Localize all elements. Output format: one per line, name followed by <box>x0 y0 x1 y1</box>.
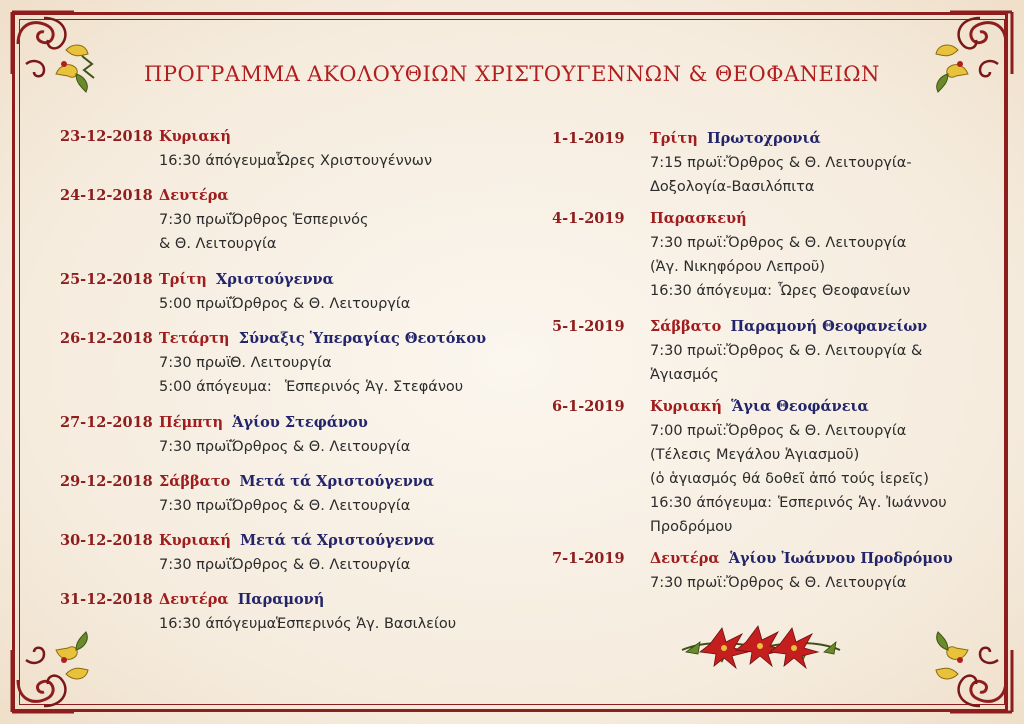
schedule-entry <box>552 314 972 387</box>
entry-date: 4-1-2019 <box>552 210 625 227</box>
entry-heading <box>60 326 490 351</box>
entry-day: Δευτέρα <box>159 591 229 608</box>
schedule-entry <box>60 267 490 316</box>
entry-heading-text <box>159 587 324 613</box>
entry-date: 29-12-2018 <box>60 473 153 490</box>
entry-date: 7-1-2019 <box>552 550 625 567</box>
entry-heading-text <box>159 469 434 495</box>
entry-heading-text <box>159 267 334 293</box>
service-line <box>60 208 490 232</box>
service-time: 7:30 πρωϊ: <box>159 439 237 455</box>
entry-date: 31-12-2018 <box>60 591 153 608</box>
service-line <box>552 231 972 255</box>
service-line <box>60 375 490 399</box>
entry-date: 25-12-2018 <box>60 271 153 288</box>
entry-heading-text <box>650 206 747 232</box>
entry-heading-text <box>159 124 231 150</box>
entry-heading <box>552 314 972 339</box>
service-description: Θ. Λειτουργία <box>230 355 332 371</box>
entry-day: Δευτέρα <box>650 550 720 567</box>
service-line <box>60 149 490 173</box>
entry-feast: Χριστούγεννα <box>215 271 334 288</box>
entry-day: Κυριακή <box>159 532 231 549</box>
service-description: Ὄρθρος & Θ. Λειτουργία <box>726 235 907 251</box>
entry-heading <box>60 267 490 292</box>
service-line <box>552 279 972 303</box>
service-line <box>60 612 490 636</box>
entry-feast: Παραμονή Θεοφανείων <box>730 318 928 335</box>
service-time: 7:00 πρωϊ: <box>650 423 728 439</box>
service-time: 7:30 πρωϊ: <box>159 498 237 514</box>
entry-feast: Μετά τά Χριστούγεννα <box>240 532 435 549</box>
schedule-entry <box>60 469 490 518</box>
service-line <box>60 351 490 375</box>
service-description: Ὄρθρος & Θ. Λειτουργία <box>230 557 411 573</box>
service-description: Ὄρθρος & Θ. Λειτουργία <box>230 439 411 455</box>
schedule-entry <box>552 126 972 199</box>
service-time: 7:15 πρωϊ: <box>650 155 728 171</box>
entry-heading <box>60 587 490 612</box>
service-line <box>60 232 490 256</box>
schedule-entry <box>60 326 490 399</box>
entry-heading <box>552 206 972 231</box>
entry-day: Τρίτη <box>650 130 698 147</box>
entry-date: 27-12-2018 <box>60 414 153 431</box>
service-description: Ἑσπερινός Ἁγ. Ἰωάννου <box>778 495 947 511</box>
service-time: 16:30 άπόγευμα: <box>159 153 282 169</box>
service-description: Ὄρθρος & Θ. Λειτουργία <box>230 498 411 514</box>
entry-day: Πέμπτη <box>159 414 224 431</box>
service-time: 7:30 πρωϊ: <box>650 235 728 251</box>
entry-day: Τρίτη <box>159 271 207 288</box>
entry-feast: Σύναξις Ὑπεραγίας Θεοτόκου <box>238 330 487 347</box>
service-description: Ἑσπερινός Ἁγ. Βασιλείου <box>276 616 457 632</box>
entry-heading <box>552 394 972 419</box>
entry-date: 24-12-2018 <box>60 187 153 204</box>
entry-heading-text <box>650 546 953 572</box>
schedule-entry <box>552 206 972 303</box>
entry-heading-text <box>650 394 869 420</box>
schedule-entry <box>60 410 490 459</box>
entry-day: Δευτέρα <box>159 187 229 204</box>
service-time: 16:30 άπόγευμα: <box>650 283 773 299</box>
service-line <box>60 553 490 577</box>
entry-heading-text <box>650 314 927 340</box>
schedule-entry <box>552 394 972 539</box>
entry-date: 26-12-2018 <box>60 330 153 347</box>
entry-date: 30-12-2018 <box>60 532 153 549</box>
service-description: Ὄρθρος & Θ. Λειτουργία <box>230 296 411 312</box>
entry-feast: Μετά τά Χριστούγεννα <box>239 473 435 490</box>
service-line <box>552 339 972 363</box>
service-description: Ὄρθρος & Θ. Λειτουργία <box>726 423 907 439</box>
entry-heading-text <box>159 326 486 352</box>
entry-heading <box>552 546 972 571</box>
service-line <box>552 571 972 595</box>
entry-day: Παρασκευή <box>650 210 747 227</box>
service-line <box>552 151 972 175</box>
service-line <box>552 443 972 467</box>
service-description: Ὧρες Χριστουγέννων <box>276 153 433 169</box>
entry-feast: Παραμονή <box>237 591 325 608</box>
service-time: 5:00 άπόγευμα: <box>159 379 272 395</box>
schedule-entry <box>60 124 490 173</box>
entry-heading <box>60 124 490 149</box>
service-line <box>552 515 972 539</box>
service-line <box>60 435 490 459</box>
poinsettia-icon <box>676 620 846 670</box>
entry-feast: Ἁγίου Ἰωάννου Προδρόμου <box>728 550 953 567</box>
entry-heading <box>60 469 490 494</box>
entry-date: 6-1-2019 <box>552 398 625 415</box>
service-time: 7:30 πρωϊ: <box>650 343 728 359</box>
service-time: 5:00 πρωϊ: <box>159 296 237 312</box>
entry-feast: Ἅγια Θεοφάνεια <box>731 398 869 415</box>
service-description: Ὄρθρος Ἑσπερινός <box>230 212 369 228</box>
service-line <box>552 255 972 279</box>
service-description: Ὄρθρος & Θ. Λειτουργία & <box>726 343 923 359</box>
service-time: 7:30 πρωϊ: <box>159 212 237 228</box>
service-line <box>552 419 972 443</box>
entry-date: 5-1-2019 <box>552 318 625 335</box>
entry-heading-text <box>650 126 821 152</box>
entry-heading <box>60 183 490 208</box>
corner-ornament-icon <box>4 624 100 720</box>
entry-date: 1-1-2019 <box>552 130 625 147</box>
entry-day: Σάββατο <box>650 318 722 335</box>
service-time: 16:30 άπόγευμα: <box>650 495 773 511</box>
service-line <box>552 491 972 515</box>
entry-heading <box>552 126 972 151</box>
service-line <box>552 363 972 387</box>
entry-day: Κυριακή <box>650 398 722 415</box>
entry-heading-text <box>159 183 229 209</box>
entry-day: Τετάρτη <box>159 330 230 347</box>
entry-heading-text <box>159 410 368 436</box>
entry-date: 23-12-2018 <box>60 128 153 145</box>
schedule-entry <box>552 546 972 595</box>
service-description: Ὄρθρος & Θ. Λειτουργία <box>726 575 907 591</box>
entry-feast: Πρωτοχρονιά <box>706 130 821 147</box>
schedule-entry <box>60 528 490 577</box>
service-description: & Θ. Λειτουργία <box>159 236 277 252</box>
service-description: Δοξολογία-Βασιλόπιτα <box>650 179 815 195</box>
corner-ornament-icon <box>924 624 1020 720</box>
schedule-entry <box>60 587 490 636</box>
service-time: 7:30 πρωϊ: <box>159 355 237 371</box>
schedule-entry <box>60 183 490 256</box>
entry-day: Κυριακή <box>159 128 231 145</box>
service-line <box>552 467 972 491</box>
service-time: 16:30 άπόγευμα: <box>159 616 282 632</box>
entry-heading <box>60 410 490 435</box>
page-title: ΠΡΟΓΡΑΜΜΑ ΑΚΟΛΟΥΘΙΩΝ ΧΡΙΣΤΟΥΓΕΝΝΩΝ & ΘΕΟΦΑΝΕΙΩΝ <box>144 62 880 86</box>
service-time: 7:30 πρωϊ: <box>159 557 237 573</box>
service-description: Ὄρθρος & Θ. Λειτουργία- <box>726 155 912 171</box>
entry-heading-text <box>159 528 435 554</box>
service-time: (Τέλεσις Μεγάλου Ἁγιασμοῦ) <box>650 447 860 463</box>
service-description: Ἑσπερινός Ἁγ. Στεφάνου <box>285 379 464 395</box>
service-description: Ἁγιασμός <box>650 367 719 383</box>
service-time: (ὁ ἁγιασμός θά δοθεῖ ἀπό τούς ἱερεῖς) <box>650 471 929 487</box>
service-description: Ὧρες Θεοφανείων <box>778 283 911 299</box>
service-time: 7:30 πρωϊ: <box>650 575 728 591</box>
service-description: (Ἁγ. Νικηφόρου Λεπροῦ) <box>650 259 825 275</box>
service-line <box>60 494 490 518</box>
service-line <box>552 175 972 199</box>
service-line <box>60 292 490 316</box>
entry-feast: Ἁγίου Στεφάνου <box>232 414 368 431</box>
service-time: Προδρόμου <box>650 519 733 535</box>
entry-day: Σάββατο <box>159 473 231 490</box>
entry-heading <box>60 528 490 553</box>
